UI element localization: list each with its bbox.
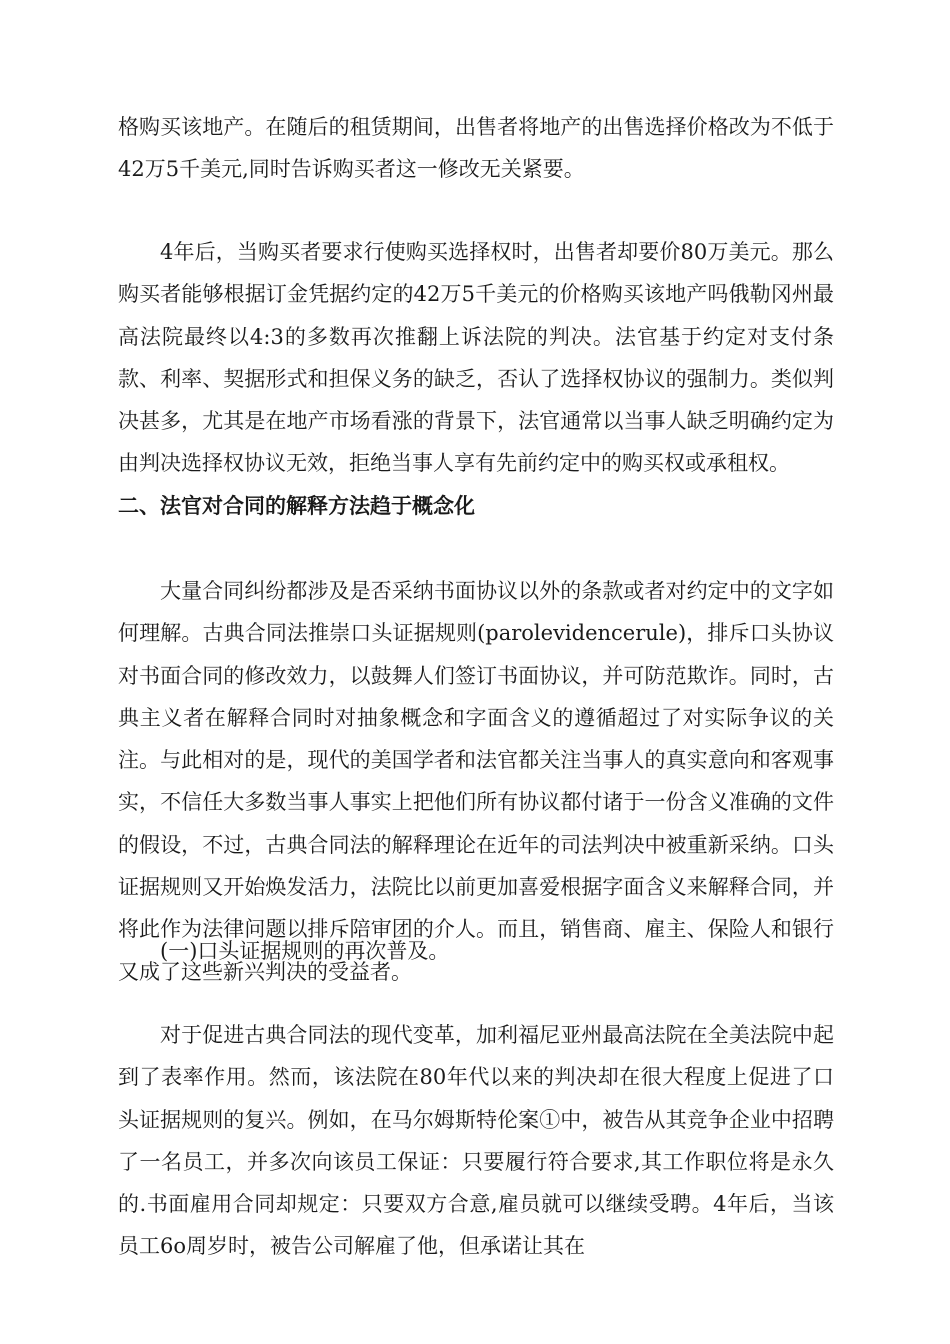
paragraph-parol-evidence: 大量合同纠纷都涉及是否采纳书面协议以外的条款或者对约定中的文字如何理解。古典合同法推崇口头证据规则(parolevidencerule)，排斥口头协议对书面合同的修改效力，以鼓舞人们签订书面协议，并可防范欺诈。同时，古典主义者在解释合同时对抽象概念和字面含义的遵循超过了对实际争议的关注。与此相对的是，现代的美国学者和法官都关注当事人的真实意向和客观事实，不信任大多数当事人事实上把他们所有协议都付诸于一份含义准确的文件的假设，不过，古典合同法的解释理论在近年的司法判决中被重新采纳。口头证据规则又开始焕发活力，法院比以前更加喜爱根据字面含义来解释合同，并将此作为法律问题以排斥陪审团的介人。而且，销售商、雇主、保险人和银行又成了这些新兴判决的受益者。 xyxy=(118,579,834,984)
paragraph-continued: 格购买该地产。在随后的租赁期间，出售者将地产的出售选择价格改为不低于42万5千美元,同时告诉购买者这一修改无关紧要。 xyxy=(118,115,834,182)
section-heading: 二、法官对合同的解释方法趋于概念化 xyxy=(118,494,475,518)
paragraph-purchase-option: 4年后，当购买者要求行使购买选择权时，出售者却要价80万美元。那么购买者能够根据订金凭据约定的42万5千美元的价格购买该地产吗俄勒冈州最高法院最终以4:3的多数再次推翻上诉法院的判决。法官基于约定对支付条款、利率、契据形式和担保义务的缺乏，否认了选择权协议的强制力。类似判决甚多，尤其是在地产市场看涨的背景下，法官通常以当事人缺乏明确约定为由判决选择权协议无效，拒绝当事人享有先前约定中的购买权或承租权。 xyxy=(118,240,834,476)
document-page xyxy=(118,0,834,1344)
paragraph-california-court: 对于促进古典合同法的现代变革，加利福尼亚州最高法院在全美法院中起到了表率作用。然而，该法院在80年代以来的判决却在很大程度上促进了口头证据规则的复兴。例如，在马尔姆斯特伦案①中，被告从其竞争企业中招聘了一名员工，并多次向该员工保证：只要履行符合要求,其工作职位将是永久的.书面雇用合同却规定：只要双方合意,雇员就可以继续受聘。4年后，当该员工6o周岁时，被告公司解雇了他，但承诺让其在 xyxy=(118,1023,834,1259)
subheading: (一)口头证据规则的再次普及。 xyxy=(160,939,450,963)
